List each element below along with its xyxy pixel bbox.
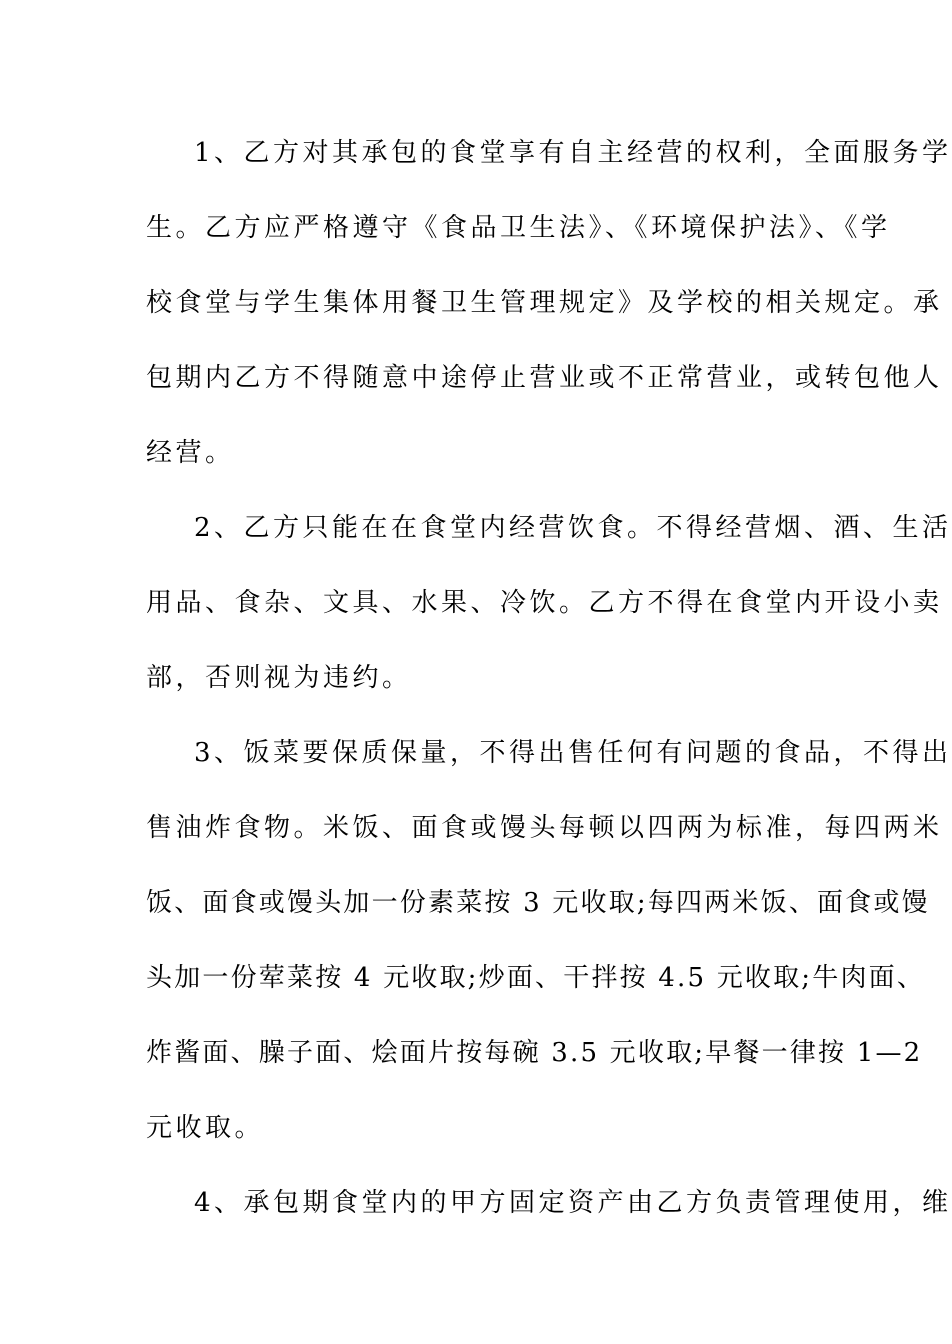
clause-3-line-6: 元收取。 <box>146 1113 265 1143</box>
clause-2-line-2: 用品、食杂、文具、水果、冷饮。乙方不得在食堂内开设小卖 <box>146 588 943 618</box>
clause-1-line-4: 包期内乙方不得随意中途停止营业或不正常营业，或转包他人 <box>146 363 943 393</box>
clause-3-line-3: 饭、面食或馒头加一份素菜按 3 元收取;每四两米饭、面食或馒 <box>146 888 930 918</box>
clause-2-line-3: 部，否则视为违约。 <box>146 663 412 693</box>
clause-2-line-1: 2、乙方只能在在食堂内经营饮食。不得经营烟、酒、生活 <box>194 513 952 543</box>
clause-3-line-4: 头加一份荤菜按 4 元收取;炒面、干拌按 4.5 元收取;牛肉面、 <box>146 963 926 993</box>
clause-1-line-1: 1、乙方对其承包的食堂享有自主经营的权利，全面服务学 <box>194 138 952 168</box>
clause-1-line-2: 生。乙方应严格遵守《食品卫生法》、《环境保护法》、《学 <box>146 213 891 243</box>
clause-1-line-5: 经营。 <box>146 438 235 468</box>
clause-4-line-1: 4、承包期食堂内的甲方固定资产由乙方负责管理使用，维 <box>194 1188 952 1218</box>
clause-3-line-1: 3、饭菜要保质保量，不得出售任何有问题的食品，不得出 <box>194 738 952 768</box>
clause-3-line-2: 售油炸食物。米饭、面食或馒头每顿以四两为标准，每四两米 <box>146 813 943 843</box>
clause-3-line-5: 炸酱面、臊子面、烩面片按每碗 3.5 元收取;早餐一律按 1—2 <box>146 1038 923 1068</box>
clause-1-line-3: 校食堂与学生集体用餐卫生管理规定》及学校的相关规定。承 <box>146 288 943 318</box>
